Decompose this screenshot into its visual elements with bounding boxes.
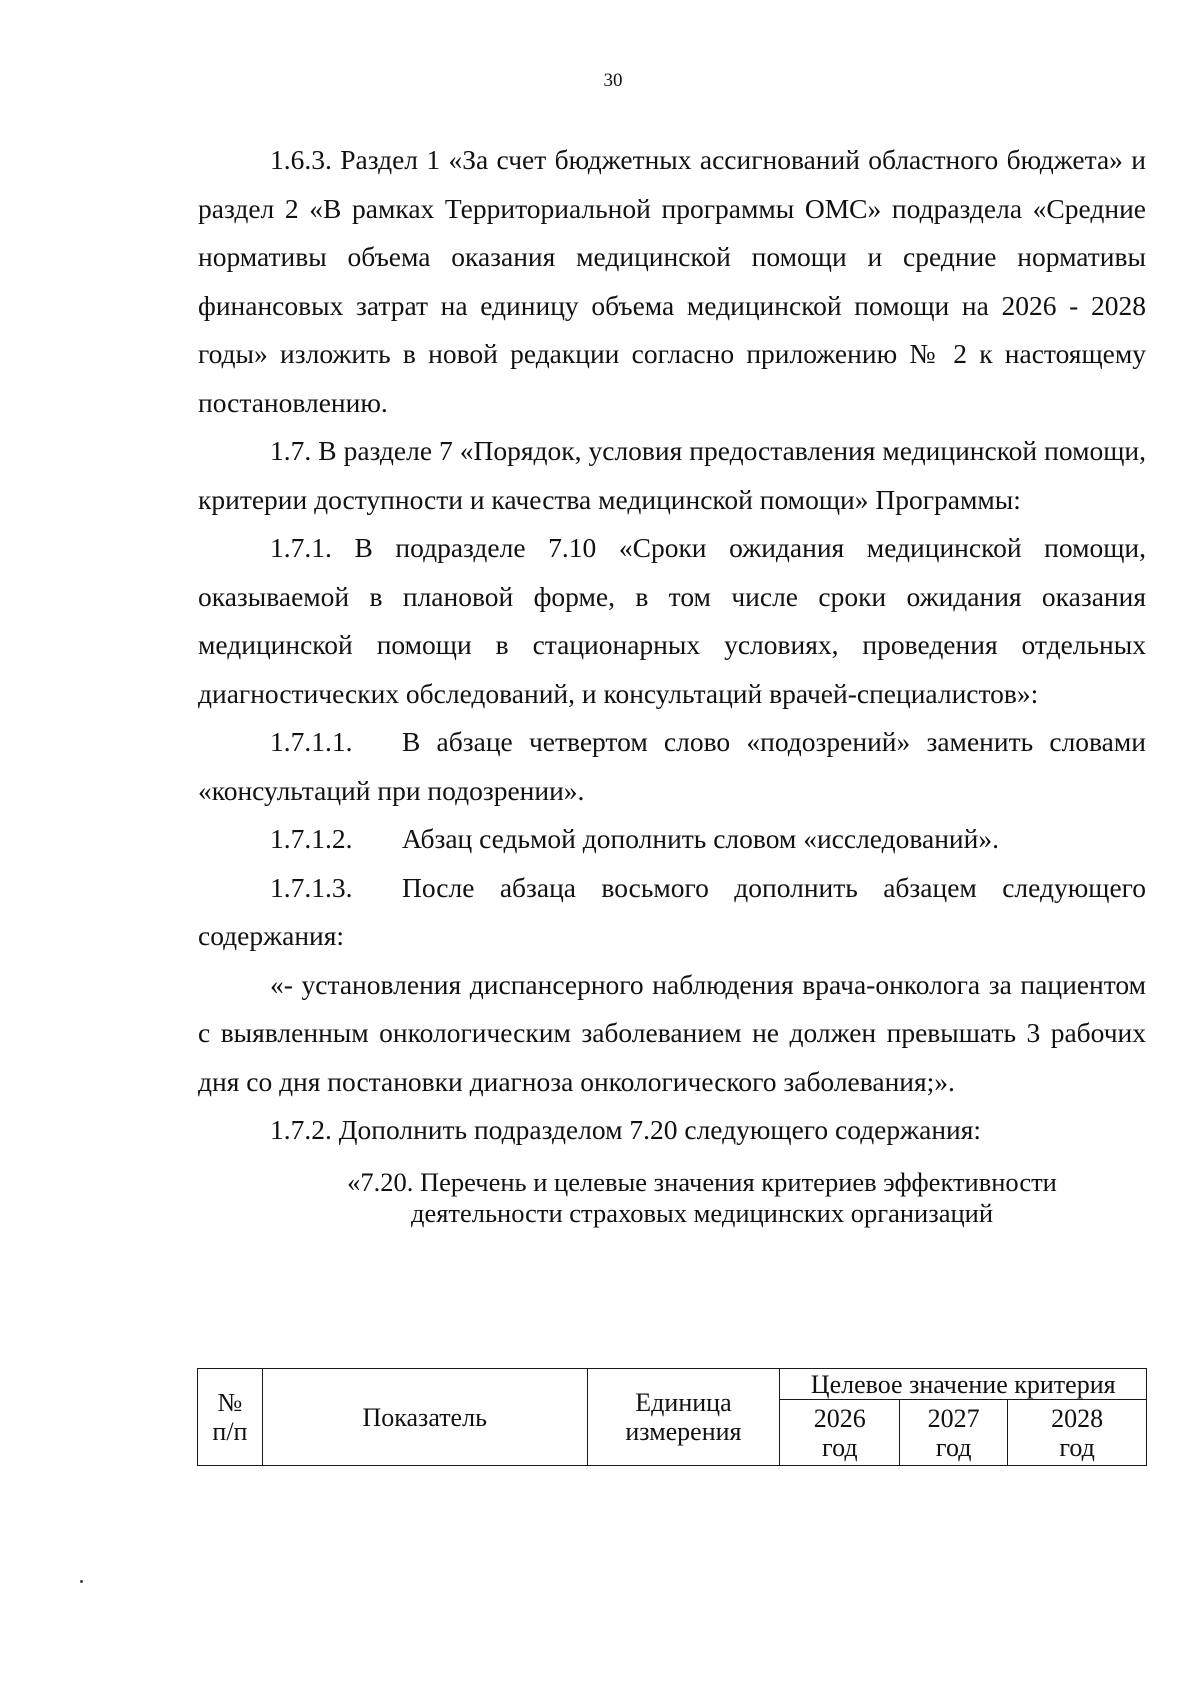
table-caption-line2: деятельности страховых медицинских организаций [410, 1197, 994, 1228]
document-body [198, 136, 1146, 1229]
paragraph-label: 1.7.1.3. [270, 871, 353, 903]
header-cell-year-2028: 2028 год [1008, 1400, 1147, 1466]
paragraph-1-7-1-1 [198, 718, 1146, 815]
header-cell-number: № п/п [198, 1369, 263, 1466]
quoted-paragraph: «- установления диспансерного наблюдения врача-онколога за пациентом с выявленным онкологическим заболеванием не должен превышать 3 рабочих дня со дня постановки диагноза онкологического заболевания;». [198, 968, 1146, 1097]
paragraph-1-7-1-3 [198, 864, 1146, 961]
paragraph-1-7-2: 1.7.2. Дополнить подразделом 7.20 следующего содержания: [270, 1114, 982, 1145]
table-caption [258, 1167, 1146, 1229]
header-cell-year-2027: 2027 год [900, 1400, 1008, 1466]
header-cell-year-2026: 2026 год [780, 1400, 900, 1466]
header-cell-target-value: Целевое значение критерия [780, 1369, 1147, 1400]
criteria-table [197, 1368, 1147, 1466]
paragraph-text: В абзаце четвертом слово «подозрений» заменить словами «консультаций при подозрении». [198, 726, 1146, 806]
paragraph-text: Абзац седьмой дополнить словом «исследований». [402, 823, 999, 854]
header-cell-indicator: Показатель [262, 1369, 587, 1466]
paragraph-text: После абзаца восьмого дополнить абзацем следующего содержания: [198, 871, 1146, 951]
paragraph-1-6-3: 1.6.3. Раздел 1 «За счет бюджетных ассигнований областного бюджета» и раздел 2 «В рамках Территориальной программы ОМС» подраздела «Средние нормативы объема оказания медицинской помощи и средние нормативы финансовых затрат на единицу объема медицинской помощи на 2026 - 2028 годы» изложить в новой редакции согласно приложению № 2 к настоящему постановлению. [198, 144, 1146, 418]
table-header-row [198, 1369, 1147, 1400]
paragraph-label: 1.7.1.2. [270, 823, 353, 854]
paragraph-label: 1.7.1.1. [270, 726, 353, 757]
page-number: 30 [603, 70, 623, 91]
paragraph-1-7-1-2 [198, 815, 1146, 864]
paragraph-1-7: 1.7. В разделе 7 «Порядок, условия предоставления медицинской помощи, критерии доступности и качества медицинской помощи» Программы: [198, 435, 1146, 515]
scan-speck [80, 1580, 83, 1583]
table-caption-line1: «7.20. Перечень и целевые значения критериев эффективности [347, 1166, 1057, 1197]
paragraph-1-7-1: 1.7.1. В подразделе 7.10 «Сроки ожидания медицинской помощи, оказываемой в плановой форме, в том числе сроки ожидания оказания медицинской помощи в стационарных условиях, проведения отдельных диагностических обследований, и консультаций врачей-специалистов»: [198, 532, 1146, 709]
header-cell-unit: Единица измерения [587, 1369, 780, 1466]
